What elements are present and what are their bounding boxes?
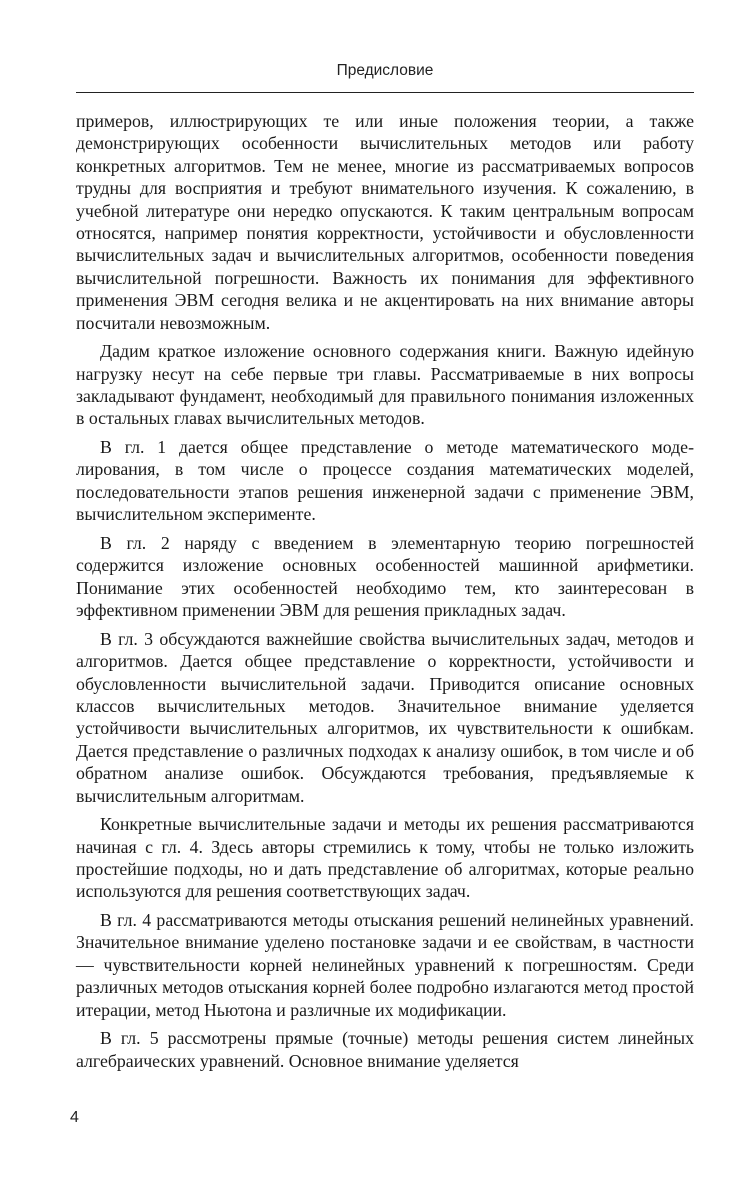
body-text (76, 110, 694, 1078)
paragraph-6: Конкретные вычислительные задачи и методы их решения рассматриваются начиная с гл. 4. Здесь авторы стремились к тому, чтобы не только изложить простейшие подходы, но и дать представление об алгоритмах, которые реально используются для решения соответствующих задач. (76, 814, 694, 902)
paragraph-3: В гл. 1 дается общее представление о методе математического моделирования, в том числе о процессе создания математических моделей, последовательности этапов решения инженерной задачи с применение ЭВМ, вычислительном эксперименте. (76, 437, 694, 525)
page-number: 4 (70, 1109, 79, 1126)
running-head-title: Предисловие (336, 62, 434, 79)
paragraph-5: В гл. 3 обсуждаются важнейшие свойства вычислительных задач, методов и алгоритмов. Дается общее представление о корректности, устойчивости и обусловленности вычислительной задачи. Приводится описание основных классов вычислительных методов. Значительное внимание уделяется устойчивости вычислительных алгоритмов, их чувствительности к ошибкам. Дается представление о различных подходах к анализу ошибок, в том числе и об обратном анализе ошибок. Обсуждаются требования, предъявляемые к вычислительным алгоритмам. (76, 628, 694, 806)
header-divider (76, 92, 694, 93)
paragraph-4: В гл. 2 наряду с введением в элементарную теорию погрешностей содержится изложение основных особенностей машинной арифметики. Понимание этих особенностей необходимо тем, кто заинтересован в эффективном применении ЭВМ для решения прикладных задач. (76, 532, 694, 621)
paragraph-2: Дадим краткое изложение основного содержания книги. Важную идейную нагрузку несут на себе первые три главы. Рассматриваемые в них вопросы закладывают фундамент, необходимый для правильного понимания изложенных в остальных главах вычислительных методов. (76, 341, 694, 429)
paragraph-8: В гл. 5 рассмотрены прямые (точные) методы решения систем линейных алгебраических уравнений. Основное внимание уделяется (76, 1028, 694, 1071)
paragraph-7: В гл. 4 рассматриваются методы отыскания решений нелинейных уравнений. Значительное внимание уделено постановке задачи и ее свойствам, в частности — чувствительности корней нелинейных уравнений к погрешностям. Среди различных методов отыскания корней более подробно излагаются метод простой итерации, метод Ньютона и различные их модификации. (76, 909, 694, 1020)
paragraph-1: примеров, иллюстрирующих те или иные положения теории, а также демонстрирующих особенности вычислительных методов или работу конкретных алгоритмов. Тем не менее, многие из рассматриваемых вопросов трудны для восприятия и требуют внимательного изучения. К сожалению, в учебной литературе они нередко опускаются. К таким центральным вопросам относятся, например понятия корректности, устойчивости и обусловленности вычислительных задач и вычислительных алгоритмов, особенности поведения вычислительной погрешности. Важность их понимания для эффективного применения ЭВМ сегодня велика и не акцентировать на них внимание авторы посчитали невозможным. (76, 111, 694, 333)
